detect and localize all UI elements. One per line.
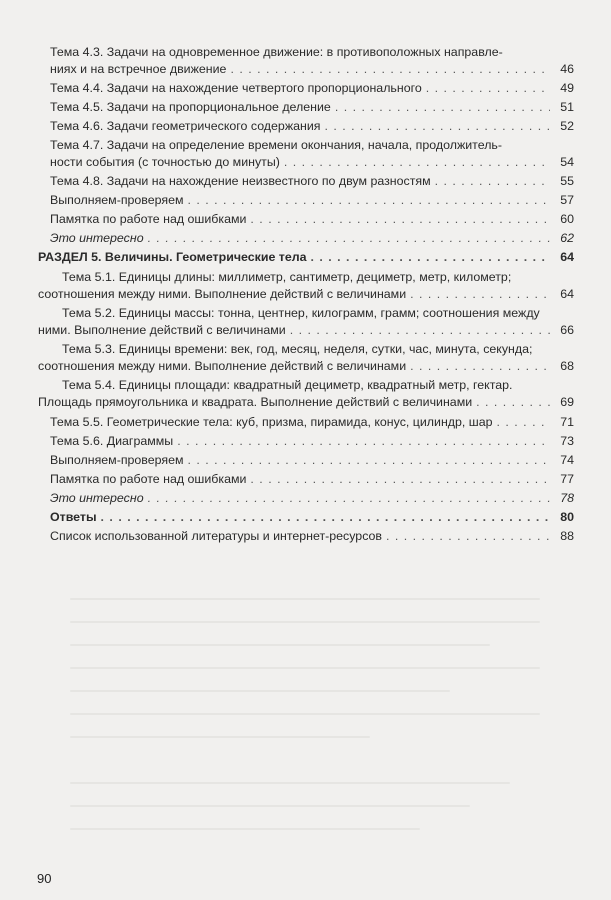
- toc-page-number: 64: [560, 250, 574, 264]
- toc-entry: [38, 137, 574, 171]
- toc-entry-text: ниях и на встречное движение: [50, 62, 227, 76]
- toc-entry: [38, 471, 574, 488]
- toc-page-number: 80: [560, 510, 574, 524]
- toc-entry: [38, 490, 574, 507]
- toc-entry: [38, 249, 574, 266]
- toc-entry-text: Тема 5.3. Единицы времени: век, год, месяц, неделя, сутки, час, минута, секунда;: [62, 342, 533, 356]
- dot-leader: [188, 452, 550, 469]
- dot-leader: [188, 192, 550, 209]
- toc-entry: [38, 192, 574, 209]
- dot-leader: [497, 414, 550, 431]
- toc-entry-text: Тема 4.8. Задачи на нахождение неизвестного по двум разностям: [50, 174, 431, 188]
- toc-page-number: 54: [560, 155, 574, 169]
- toc-entry-text: Тема 4.3. Задачи на одновременное движение: в противоположных направле-: [50, 45, 503, 59]
- dot-leader: [311, 249, 550, 266]
- toc-page-number: 52: [560, 119, 574, 133]
- toc-page-number: 62: [560, 231, 574, 245]
- dot-leader: [148, 490, 550, 507]
- dot-leader: [386, 528, 550, 545]
- toc-page-number: 74: [560, 453, 574, 467]
- toc-page-number: 71: [560, 415, 574, 429]
- toc-entry: [38, 414, 574, 431]
- toc-entry-text: Тема 4.4. Задачи на нахождение четвертого пропорционального: [50, 81, 422, 95]
- toc-entry-text: ности события (с точностью до минуты): [50, 155, 280, 169]
- toc-entry-text: Тема 5.1. Единицы длины: миллиметр, сантиметр, дециметр, метр, километр;: [62, 270, 512, 284]
- toc-entry: [38, 452, 574, 469]
- table-of-contents: [38, 44, 574, 547]
- toc-entry-text: Тема 4.7. Задачи на определение времени окончания, начала, продолжитель-: [50, 138, 503, 152]
- dot-leader: [250, 471, 550, 488]
- page-number: 90: [37, 871, 52, 886]
- dot-leader: [324, 118, 550, 135]
- toc-page-number: 60: [560, 212, 574, 226]
- toc-page-number: 46: [560, 62, 574, 76]
- dot-leader: [230, 61, 550, 78]
- toc-entry-text: ними. Выполнение действий с величинами: [38, 323, 286, 337]
- toc-entry-text: Список использованной литературы и интернет-ресурсов: [50, 529, 383, 543]
- toc-entry: [38, 528, 574, 545]
- toc-page-number: 78: [560, 491, 574, 505]
- toc-entry-text: соотношения между ними. Выполнение действий с величинами: [38, 359, 407, 373]
- toc-entry: [38, 44, 574, 78]
- toc-page-number: 51: [560, 100, 574, 114]
- toc-entry: [38, 509, 574, 526]
- dot-leader: [410, 286, 550, 303]
- dot-leader: [290, 322, 550, 339]
- dot-leader: [101, 509, 550, 526]
- toc-entry: [38, 269, 574, 303]
- dot-leader: [435, 173, 550, 190]
- dot-leader: [284, 154, 550, 171]
- toc-entry-text: Выполняем-проверяем: [50, 453, 184, 467]
- toc-entry-text: РАЗДЕЛ 5. Величины. Геометрические тела: [38, 250, 307, 264]
- toc-entry-text: Памятка по работе над ошибками: [50, 472, 247, 486]
- toc-entry: [38, 433, 574, 450]
- toc-page-number: 55: [560, 174, 574, 188]
- dot-leader: [177, 433, 550, 450]
- dot-leader: [426, 80, 550, 97]
- dot-leader: [410, 358, 550, 375]
- toc-entry-text: Тема 5.2. Единицы массы: тонна, центнер, килограмм, грамм; соотношения между: [62, 306, 540, 320]
- toc-entry-text: Тема 5.5. Геометрические тела: куб, призма, пирамида, конус, цилиндр, шар: [50, 415, 493, 429]
- dot-leader: [148, 230, 550, 247]
- dot-leader: [250, 211, 550, 228]
- toc-entry: [38, 377, 574, 411]
- toc-entry: [38, 118, 574, 135]
- toc-entry: [38, 80, 574, 97]
- toc-page-number: 69: [560, 395, 574, 409]
- toc-entry: [38, 230, 574, 247]
- toc-page-number: 68: [560, 359, 574, 373]
- toc-page-number: 49: [560, 81, 574, 95]
- toc-page-number: 73: [560, 434, 574, 448]
- toc-entry: [38, 173, 574, 190]
- toc-page-number: 66: [560, 323, 574, 337]
- toc-entry-text: Тема 5.6. Диаграммы: [50, 434, 174, 448]
- toc-entry: [38, 99, 574, 116]
- toc-entry-text: Это интересно: [50, 231, 144, 245]
- dot-leader: [476, 394, 550, 411]
- toc-entry: [38, 211, 574, 228]
- toc-entry-text: Памятка по работе над ошибками: [50, 212, 247, 226]
- toc-entry: [38, 341, 574, 375]
- toc-entry: [38, 305, 574, 339]
- toc-page-number: 77: [560, 472, 574, 486]
- toc-entry-text: Выполняем-проверяем: [50, 193, 184, 207]
- toc-page-number: 64: [560, 287, 574, 301]
- toc-entry-text: соотношения между ними. Выполнение действий с величинами: [38, 287, 407, 301]
- toc-page-number: 88: [560, 529, 574, 543]
- toc-entry-text: Тема 4.6. Задачи геометрического содержания: [50, 119, 321, 133]
- toc-page-number: 57: [560, 193, 574, 207]
- toc-entry-text: Тема 5.4. Единицы площади: квадратный дециметр, квадратный метр, гектар.: [62, 378, 513, 392]
- toc-entry-text: Площадь прямоугольника и квадрата. Выполнение действий с величинами: [38, 395, 473, 409]
- dot-leader: [335, 99, 550, 116]
- toc-entry-text: Тема 4.5. Задачи на пропорциональное деление: [50, 100, 331, 114]
- toc-entry-text: Ответы: [50, 510, 97, 524]
- toc-entry-text: Это интересно: [50, 491, 144, 505]
